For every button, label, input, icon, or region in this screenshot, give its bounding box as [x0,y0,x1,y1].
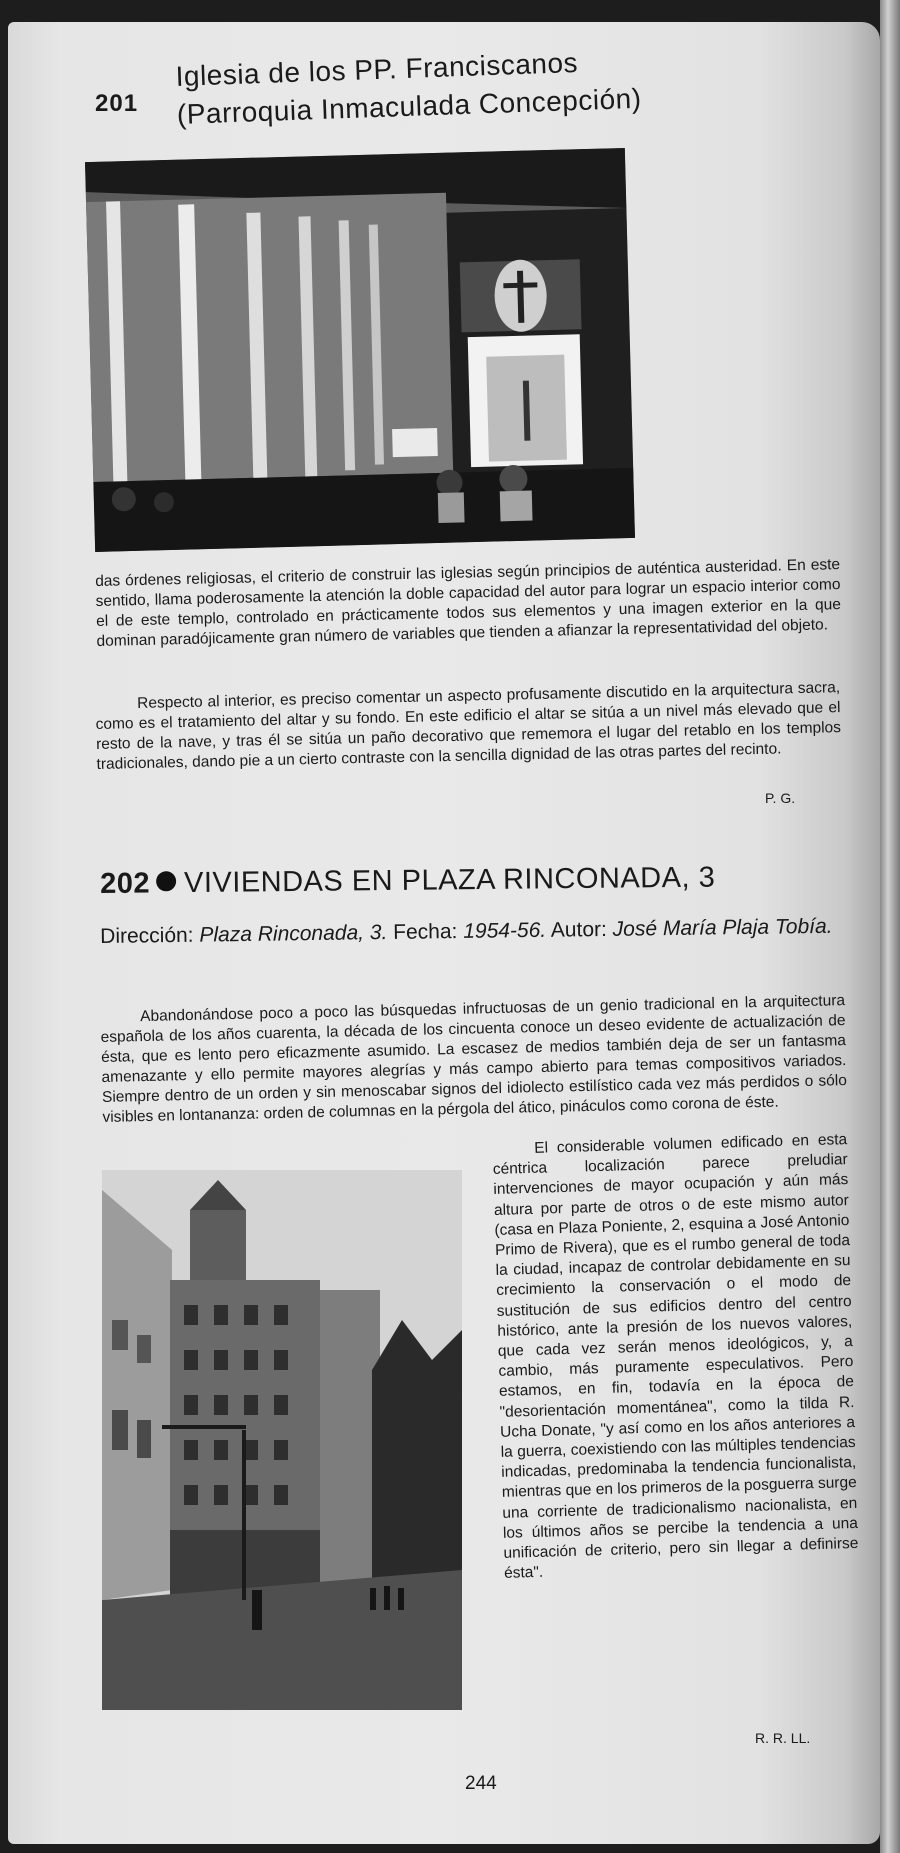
entry-201-paragraph-2: Respecto al interior, es preciso comentar un aspecto profusamente discutido en la arquitectura sacra, como es el tratamiento del altar y su fondo. En este edificio el altar se sitúa a un nivel más elevado que el resto de la nave, y tras él se sitúa un paño decorativo que rememora el lugar del retablo en los templos tradicionales, dando pie a un cierto contraste con la sencilla dignidad de las otras partes del recinto. [95,679,842,773]
entry-201-title [175,42,642,134]
entry-201-signature: P. G. [765,790,796,806]
entry-201-title-line1: Iglesia de los PP. Franciscanos [175,46,579,92]
bullet-icon [156,871,176,891]
autor-value: José María Plaja Tobía. [612,914,833,941]
entry-201-title-line2: (Parroquia Inmaculada Concepción) [176,82,642,130]
church-interior-photo [85,148,635,552]
fecha-value: 1954-56. [463,918,547,943]
entry-202-heading [100,862,715,901]
entry-202-paragraph-2: El considerable volumen edificado en esta céntrica localización parece preludiar intervenciones de mayor ocupación y aún más altura por parte de otros o de este mismo autor (casa en Plaza Poniente, 2, esquina a José Antonio Primo de Rivera), que es el rumbo general de toda la ciudad, incapaz de controlar debidamente en su crecimiento la conservación o el modo de sustitución de sus edificios dentro del centro histórico, ante la presión de los nuevos valores, que cada vez serán menos ideológicos, y, a cambio, más puramente especulativos. Pero estamos, en fin, todavía en la época de "desorientación momentánea", como la tilda R. Ucha Donate, "y así como en los años anteriores a la guerra, coexistiendo con las múltiples tendencias indicadas, predominaba la tendencia funcionalista, mientras que en los primeros de la posguerra surge una corriente de tradicionalismo nacionalista, en los últimos años se percibe la tendencia a una unificación de criterio, pero sin llegar a definirse ésta". [492,1131,859,1583]
autor-label: Autor: [550,917,608,942]
church-interior-illustration [85,148,635,552]
entry-201-paragraph-1: das órdenes religiosas, el criterio de construir las iglesias según principios de auténtica austeridad. En este sentido, llama poderosamente la atención la doble capacidad del autor para lograr un espacio interior como el de este templo, controlado en prácticamente todos sus elementos y una imagen exterior en la que dominan paradójicamente gran número de variables que tienden a afianzar la representatividad del objeto. [95,556,842,650]
building-street-photo [102,1170,462,1710]
entry-202-column-text [492,1130,859,1584]
entry-202-number: 202 [100,867,151,900]
entry-202-title: VIVIENDAS EN PLAZA RINCONADA, 3 [183,861,716,900]
building-street-illustration [102,1170,462,1710]
direccion-label: Dirección: [100,923,194,948]
fecha-label: Fecha: [393,920,458,944]
entry-201-number: 201 [95,90,139,117]
direccion-value: Plaza Rinconada, 3. [199,920,388,947]
page-number: 244 [465,1773,497,1794]
book-spine [880,0,900,1853]
entry-202-signature: R. R. LL. [755,1730,811,1746]
entry-202-paragraph-1: Abandonándose poco a poco las búsquedas infructuosas de un genio tradicional en la arquitectura española de los años cuarenta, la década de los cincuenta conoce un deseo evidente de actualización de ésta, que es lento pero eficazmente asumido. La escasez de medios también deja de ser un fantasma amenazante y ello permite mayores alegrías y más campo abierto para temas compositivos variados. Siempre dentro de un orden y sin menoscabar signos del idiolecto estilístico cada vez más perdidos o sólo visibles en lontananza: orden de columnas en la pérgola del ático, pináculos como corona de éste. [100,992,848,1126]
